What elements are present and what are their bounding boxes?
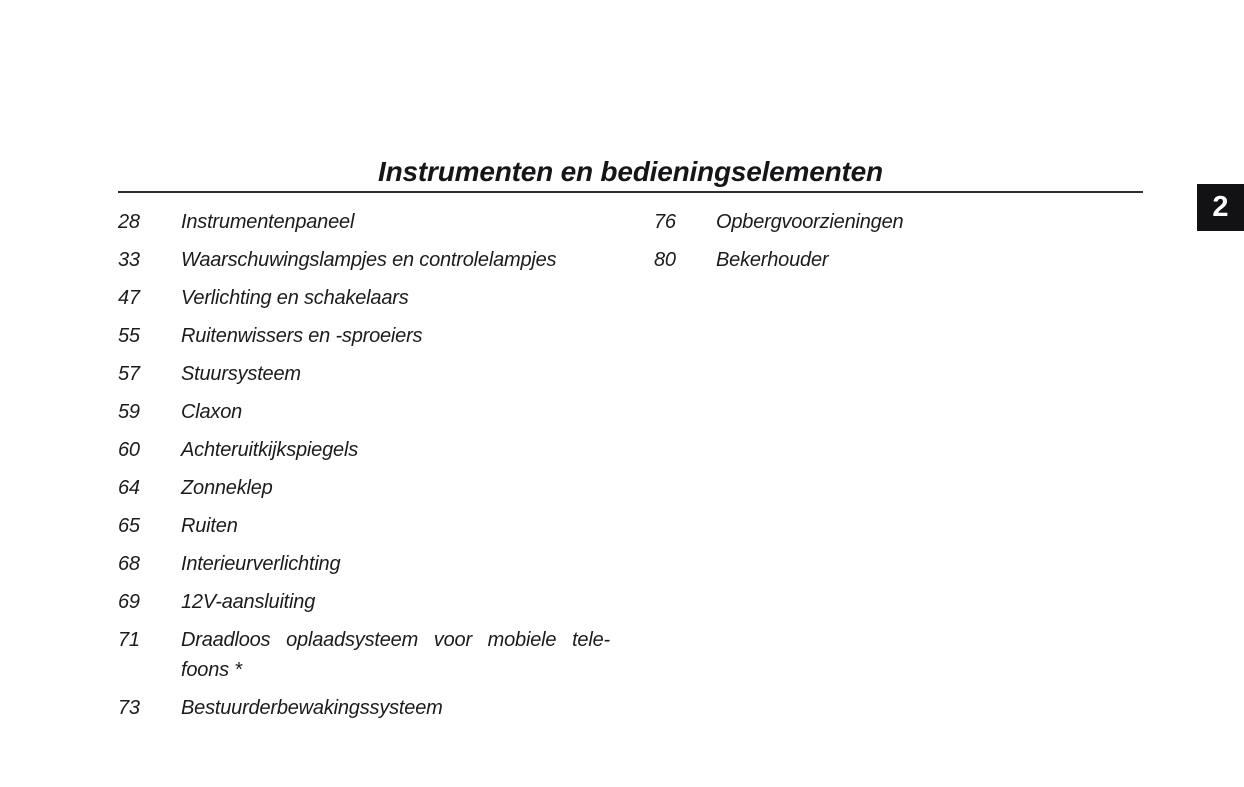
toc-page-number: 55 xyxy=(118,325,140,347)
toc-entry xyxy=(118,245,610,275)
toc-page-number: 71 xyxy=(118,629,140,651)
toc-entry xyxy=(118,397,610,427)
toc-entry-label: Waarschuwingslampjes en controlelampjes xyxy=(181,249,557,271)
toc-entry xyxy=(118,207,610,237)
toc-page-number: 65 xyxy=(118,515,140,537)
toc-entry xyxy=(118,435,610,465)
toc-entry xyxy=(118,625,610,685)
toc-entry xyxy=(118,473,610,503)
toc-page-number: 47 xyxy=(118,287,140,309)
toc-entry-label: Zonneklep xyxy=(181,477,273,499)
toc-entry-label: 12V-aansluiting xyxy=(181,591,316,613)
toc-left-column xyxy=(118,207,610,731)
toc-entry xyxy=(118,511,610,541)
toc-page-number: 73 xyxy=(118,697,140,719)
toc-entry-label: Ruitenwissers en -sproeiers xyxy=(181,325,423,347)
toc-page-number: 64 xyxy=(118,477,140,499)
toc-entry-label-line1: Draadloos oplaadsysteem voor mobiele tele- xyxy=(181,629,610,651)
toc-entry-label: Achteruitkijkspiegels xyxy=(181,439,358,461)
toc-entry-label: Stuursysteem xyxy=(181,363,301,385)
toc-entry-label: Verlichting en schakelaars xyxy=(181,287,409,309)
toc-page-number: 60 xyxy=(118,439,140,461)
toc-entry-label: Instrumentenpaneel xyxy=(181,211,355,233)
chapter-tab-number: 2 xyxy=(1212,191,1229,223)
toc-page-number: 33 xyxy=(118,249,140,271)
toc-entry-label-line2: foons * xyxy=(181,659,242,681)
toc-page-number: 68 xyxy=(118,553,140,575)
chapter-tab xyxy=(1197,184,1244,231)
toc-page-number: 59 xyxy=(118,401,140,423)
toc-entry-label xyxy=(181,625,610,685)
chapter-title: Instrumenten en bedieningselementen xyxy=(378,156,883,187)
toc-entry xyxy=(118,359,610,389)
toc-page-number: 69 xyxy=(118,591,140,613)
toc-page-number: 76 xyxy=(654,211,676,233)
toc-entry xyxy=(118,587,610,617)
toc-right-column xyxy=(654,207,1146,283)
toc-entry-label: Ruiten xyxy=(181,515,238,537)
toc-entry-label: Claxon xyxy=(181,401,243,423)
toc-entry-label: Bekerhouder xyxy=(716,249,829,271)
toc-entry-label: Bestuurderbewakingssysteem xyxy=(181,697,443,719)
title-rule xyxy=(118,191,1143,193)
toc-page-number: 57 xyxy=(118,363,140,385)
toc-page-number: 28 xyxy=(118,211,140,233)
toc-entry xyxy=(118,321,610,351)
toc-entry xyxy=(118,693,610,723)
toc-entry-label: Opbergvoorzieningen xyxy=(716,211,904,233)
toc-entry xyxy=(654,207,1146,237)
toc-entry xyxy=(654,245,1146,275)
toc-entry-label: Interieurverlichting xyxy=(181,553,341,575)
toc-entry xyxy=(118,549,610,579)
toc-page-number: 80 xyxy=(654,249,676,271)
toc-entry xyxy=(118,283,610,313)
